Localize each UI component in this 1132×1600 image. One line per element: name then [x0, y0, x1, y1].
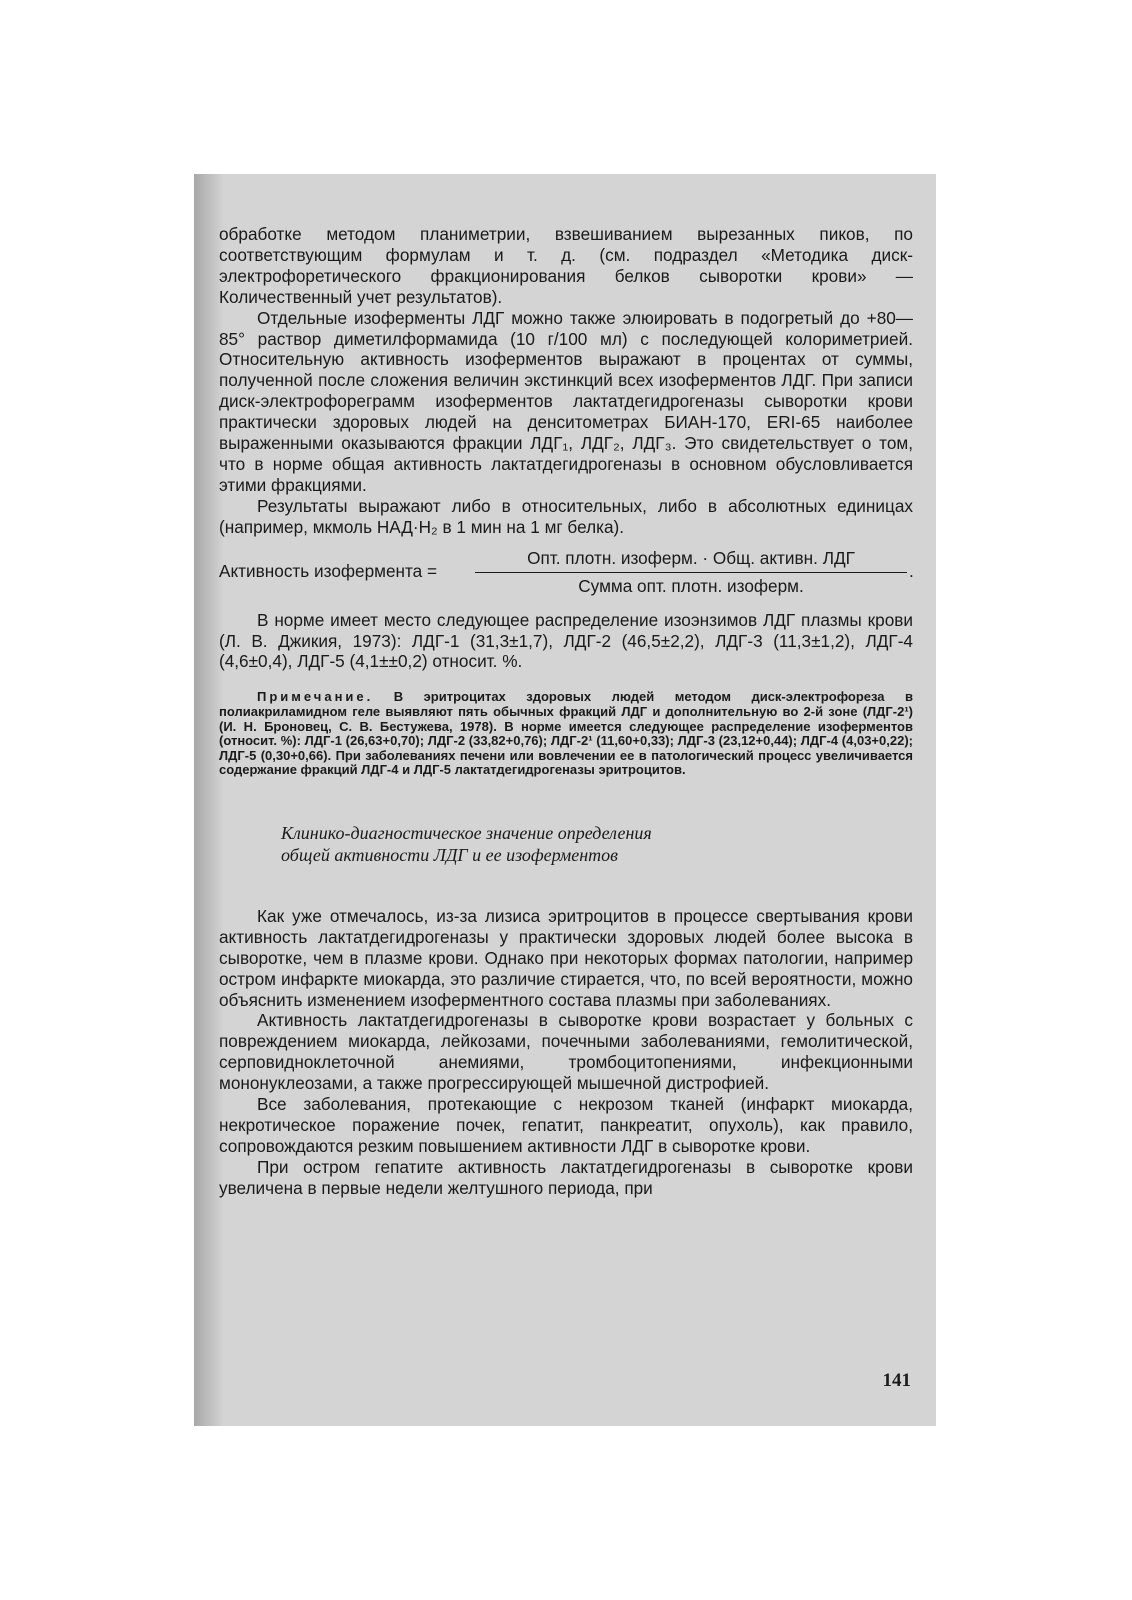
note: [219, 690, 913, 778]
page-number: 141: [882, 1370, 911, 1391]
paragraph-elution: Отдельные изоферменты ЛДГ можно также элюировать в подогретый до +80—85° раствор диметилформамида (10 г/100 мл) с последующей колориметрией. Относительную активность изоферментов выражают в процентах от суммы, полученной после сложения величин экстинкций всех изоферментов ЛДГ. При записи диск-электрофореграмм изоферментов лактатдегидрогеназы сыворотки крови практически здоровых людей на денситометрах БИАН-170, ERI-65 наиболее выраженными оказываются фракции ЛДГ₁, ЛДГ₂, ЛДГ₃. Это свидетельствует о том, что в норме общая активность лактатдегидрогеназы в основном обусловливается этими фракциями.: [219, 307, 913, 495]
page-content: [219, 224, 913, 1199]
paragraph-necrosis: Все заболевания, протекающие с некрозом тканей (инфаркт миокарда, некротическое поражение почек, гепатит, панкреатит, опухоль), как правило, сопровождаются резким повышением активности ЛДГ в сыворотке крови.: [219, 1094, 913, 1156]
formula-fraction: [475, 548, 907, 597]
formula-denominator: Сумма опт. плотн. изоферм.: [578, 575, 804, 596]
section-heading: [281, 822, 913, 866]
book-page: [194, 174, 936, 1426]
section-heading-line-1: Клинико-диагностическое значение определения: [281, 822, 652, 843]
formula-numerator: Опт. плотн. изоферм. · Общ. активн. ЛДГ: [475, 548, 907, 573]
note-label: Примечание.: [257, 689, 374, 705]
paragraph-hepatitis: При остром гепатите активность лактатдегидрогеназы в сыворотке крови увеличена в первые недели желтушного периода, при: [219, 1156, 913, 1198]
paragraph-lysis: Как уже отмечалось, из-за лизиса эритроцитов в процессе свертывания крови активность лактатдегидрогеназы у практически здоровых людей более высока в сыворотке, чем в плазме крови. Однако при некоторых формах патологии, например остром инфаркте миокарда, это различие стирается, что, по всей вероятности, можно объяснить изменением изоферментного состава плазмы при заболеваниях.: [219, 905, 913, 1010]
paragraph-results-units: Результаты выражают либо в относительных, либо в абсолютных единицах (например, мкмоль НАД·Н₂ в 1 мин на 1 мг белка).: [219, 495, 913, 537]
formula-end: .: [909, 560, 914, 581]
note-text: В эритроцитах здоровых людей методом диск-электрофореза в полиакриламидном геле выявляют пять обычных фракций ЛДГ и дополнительную во 2-й зоне (ЛДГ-2¹) (И. Н. Броновец, С. В. Бестужева, 1978). В норме имеется следующее распределение изоферментов (относит. %): ЛДГ-1 (26,63+0,70); ЛДГ-2 (33,82+0,76); ЛДГ-2¹ (11,60+0,33); ЛДГ-3 (23,12+0,44); ЛДГ-4 (4,03+0,22); ЛДГ-5 (0,30+0,66). При заболеваниях печени или вовлечении ее в патологический процесс увеличивается содержание фракций ЛДГ-4 и ЛДГ-5 лактатдегидрогеназы эритроцитов.: [219, 689, 913, 778]
paragraph-activity-increase: Активность лактатдегидрогеназы в сыворотке крови возрастает у больных с повреждением миокарда, лейкозами, почечными заболеваниями, гемолитической, серповидноклеточной анемиями, тромбоцитопениями, инфекционными мононуклеозами, а также прогрессирующей мышечной дистрофией.: [219, 1010, 913, 1094]
formula-lhs: Активность изофермента =: [219, 560, 438, 581]
paragraph-norm-distribution: В норме имеет место следующее распределение изоэнзимов ЛДГ плазмы крови (Л. В. Джикия, 1973): ЛДГ-1 (31,3±1,7), ЛДГ-2 (46,5±2,2), ЛДГ-3 (11,3±1,2), ЛДГ-4 (4,6±0,4), ЛДГ-5 (4,1±±0,2) относит. %.: [219, 609, 913, 672]
paragraph-continuation: обработке методом планиметрии, взвешиванием вырезанных пиков, по соответствующим формулам и т. д. (см. подраздел «Методика диск-электрофоретического фракционирования белков сыворотки крови» — Количественный учет результатов).: [219, 224, 913, 307]
section-heading-line-2: общей активности ЛДГ и ее изоферментов: [281, 844, 618, 865]
activity-formula: [219, 548, 913, 596]
